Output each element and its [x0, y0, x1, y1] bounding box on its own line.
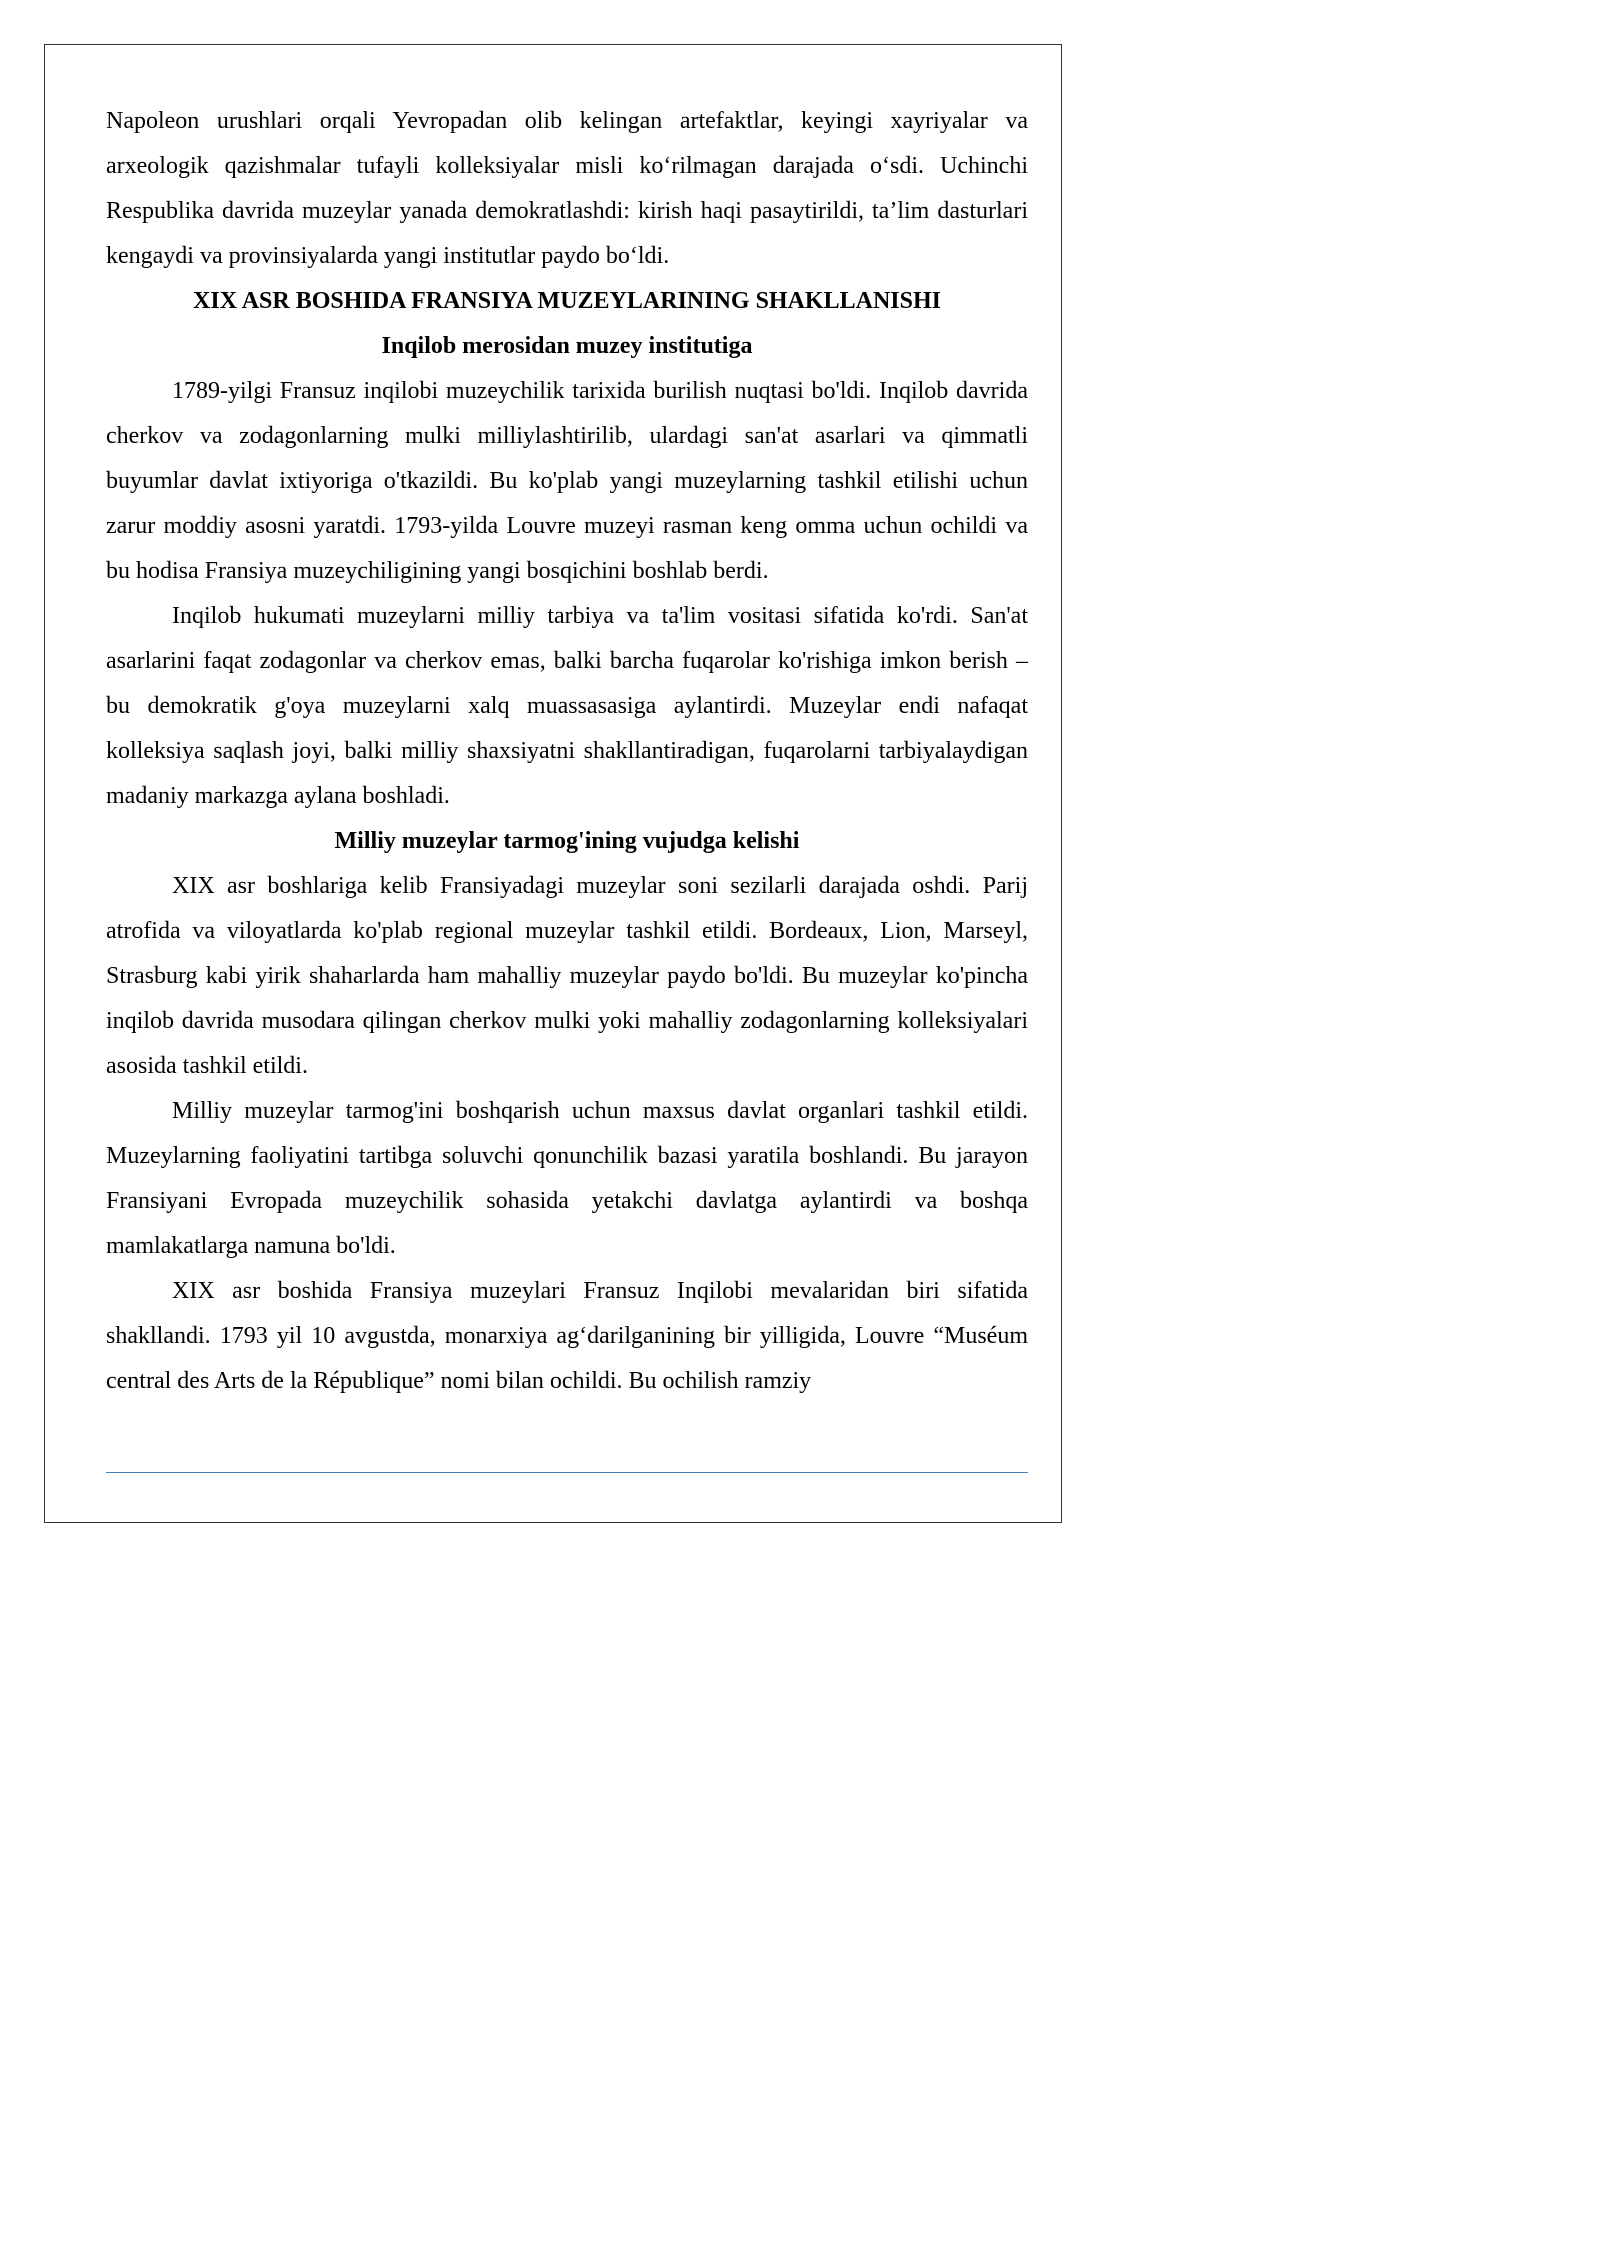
subheading-revolution-legacy: Inqilob merosidan muzey institutiga [381, 333, 753, 359]
paragraph-revolutionary-government: Inqilob hukumati muzeylarni milliy tarbiya va ta'lim vositasi sifatida ko'rdi. San'at asarlarini faqat zodagonlar va cherkov emas, balki barcha fuqarolar ko'rishiga imkon berish – bu demokratik g'oya muzeylarni xalq muassasasiga aylantirdi. Muzeylar endi nafaqat kolleksiya saqlash joyi, balki milliy shaxsiyatni shakllantiradigan, fuqarolarni tarbiyalaydigan madaniy markazga aylana boshladi. [106, 603, 1028, 809]
paragraph-state-management: Milliy muzeylar tarmog'ini boshqarish uchun maxsus davlat organlari tashkil etildi. Muzeylarning faoliyatini tartibga soluvchi qonunchilik bazasi yaratila boshlandi. Bu jarayon Fransiyani Evropada muzeychilik sohasida yetakchi davlatga aylantirdi va boshqa mamlakatlarga namuna bo'ldi. [106, 1098, 1028, 1259]
document-body [106, 99, 1028, 1404]
paragraph-louvre-opening: XIX asr boshida Fransiya muzeylari Fransuz Inqilobi mevalaridan biri sifatida shakllandi. 1793 yil 10 avgustda, monarxiya ag‘darilganining bir yilligida, Louvre “Muséum central des Arts de la République” nomi bilan ochildi. Bu ochilish ramziy [106, 1278, 1028, 1394]
paragraph-revolution-1789: 1789-yilgi Fransuz inqilobi muzeychilik tarixida burilish nuqtasi bo'ldi. Inqilob davrida cherkov va zodagonlarning mulki milliylashtirilib, ulardagi san'at asarlari va qimmatli buyumlar davlat ixtiyoriga o'tkazildi. Bu ko'plab yangi muzeylarning tashkil etilishi uchun zarur moddiy asosni yaratdi. 1793-yilda Louvre muzeyi rasman keng omma uchun ochildi va bu hodisa Fransiya muzeychiligining yangi bosqichini boshlab berdi. [106, 378, 1028, 584]
paragraph-regional-museums: XIX asr boshlariga kelib Fransiyadagi muzeylar soni sezilarli darajada oshdi. Parij atrofida va viloyatlarda ko'plab regional muzeylar tashkil etildi. Bordeaux, Lion, Marseyl, Strasburg kabi yirik shaharlarda ham mahalliy muzeylar paydo bo'ldi. Bu muzeylar ko'pincha inqilob davrida musodara qilingan cherkov mulki yoki mahalliy zodagonlarning kolleksiyalari asosida tashkil etildi. [106, 873, 1028, 1079]
subheading-national-network: Milliy muzeylar tarmog'ining vujudga kelishi [334, 828, 800, 854]
footer-divider [106, 1472, 1028, 1473]
paragraph-napoleon-collections: Napoleon urushlari orqali Yevropadan olib kelingan artefaktlar, keyingi xayriyalar va arxeologik qazishmalar tufayli kolleksiyalar misli ko‘rilmagan darajada o‘sdi. Uchinchi Respublika davrida muzeylar yanada demokratlashdi: kirish haqi pasaytirildi, ta’lim dasturlari kengaydi va provinsiyalarda yangi institutlar paydo bo‘ldi. [106, 108, 1028, 269]
main-heading: XIX ASR BOSHIDA FRANSIYA MUZEYLARINING SHAKLLANISHI [193, 288, 941, 314]
